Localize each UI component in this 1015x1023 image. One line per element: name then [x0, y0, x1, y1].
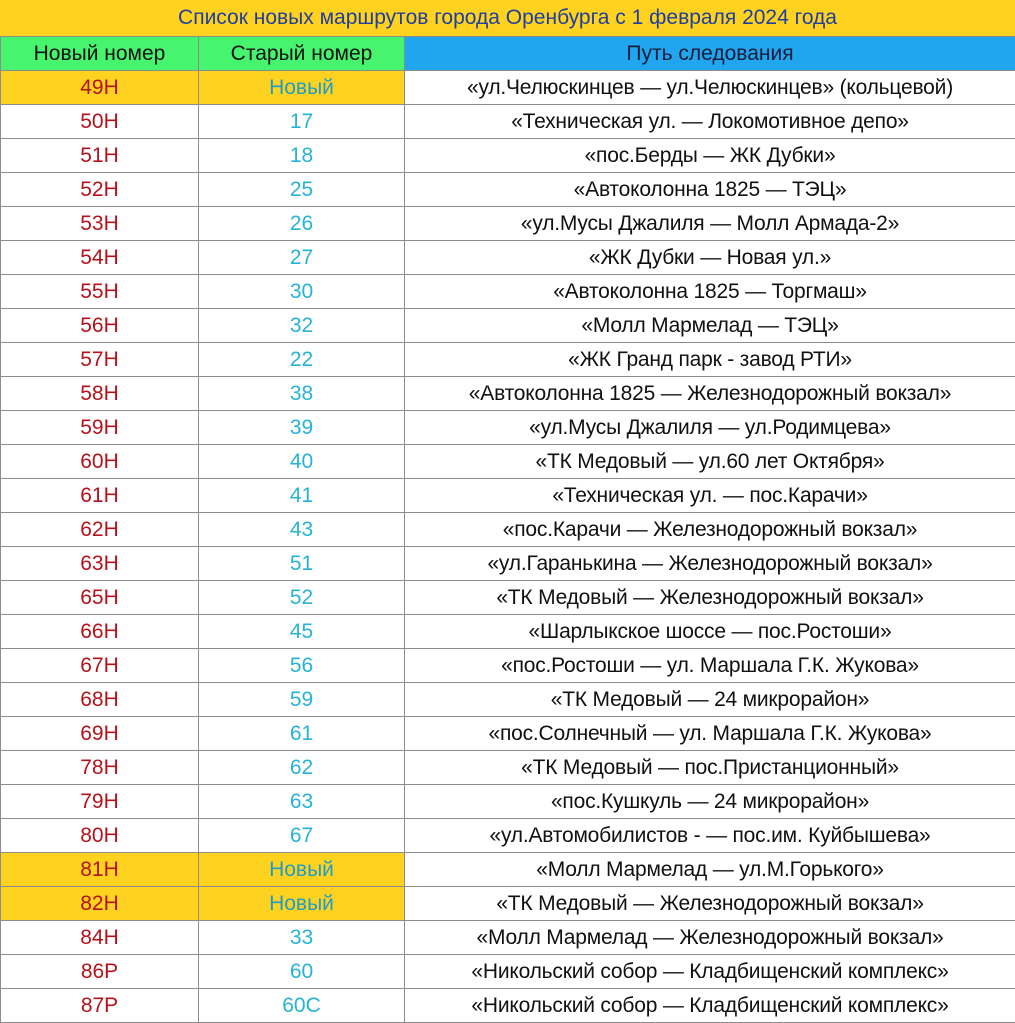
- new-number-cell: 49Н: [1, 71, 199, 105]
- header-row: [1, 37, 1015, 71]
- route-cell: «Техническая ул. — Локомотивное депо»: [405, 105, 1015, 139]
- old-number-cell: 32: [199, 309, 405, 343]
- table-row: [1, 751, 1015, 785]
- table-row: [1, 139, 1015, 173]
- table-row: [1, 445, 1015, 479]
- table-row: [1, 309, 1015, 343]
- new-number-cell: 81Н: [1, 853, 199, 887]
- table-row: [1, 683, 1015, 717]
- new-number-cell: 51Н: [1, 139, 199, 173]
- table-row: [1, 105, 1015, 139]
- route-cell: «Молл Мармелад — ТЭЦ»: [405, 309, 1015, 343]
- route-cell: «ул.Гаранькина — Железнодорожный вокзал»: [405, 547, 1015, 581]
- old-number-cell: 33: [199, 921, 405, 955]
- new-number-cell: 54Н: [1, 241, 199, 275]
- route-cell: «ул.Автомобилистов - — пос.им. Куйбышева»: [405, 819, 1015, 853]
- table-row: [1, 513, 1015, 547]
- old-number-cell: Новый: [199, 853, 405, 887]
- old-number-cell: 43: [199, 513, 405, 547]
- header-route: Путь следования: [405, 37, 1015, 71]
- table-row: [1, 989, 1015, 1023]
- route-cell: «ЖК Дубки — Новая ул.»: [405, 241, 1015, 275]
- route-cell: «Автоколонна 1825 — ТЭЦ»: [405, 173, 1015, 207]
- old-number-cell: 62: [199, 751, 405, 785]
- old-number-cell: 56: [199, 649, 405, 683]
- route-cell: «Никольский собор — Кладбищенский комплекс»: [405, 955, 1015, 989]
- old-number-cell: 51: [199, 547, 405, 581]
- table-row: [1, 819, 1015, 853]
- table-row: [1, 717, 1015, 751]
- route-cell: «Автоколонна 1825 — Железнодорожный вокзал»: [405, 377, 1015, 411]
- old-number-cell: Новый: [199, 887, 405, 921]
- new-number-cell: 55Н: [1, 275, 199, 309]
- old-number-cell: 17: [199, 105, 405, 139]
- new-number-cell: 80Н: [1, 819, 199, 853]
- old-number-cell: 18: [199, 139, 405, 173]
- table-row: [1, 377, 1015, 411]
- new-number-cell: 59Н: [1, 411, 199, 445]
- table-row: [1, 853, 1015, 887]
- route-cell: «пос.Ростоши — ул. Маршала Г.К. Жукова»: [405, 649, 1015, 683]
- old-number-cell: 45: [199, 615, 405, 649]
- old-number-cell: 40: [199, 445, 405, 479]
- old-number-cell: 63: [199, 785, 405, 819]
- new-number-cell: 52Н: [1, 173, 199, 207]
- route-cell: «ул.Мусы Джалиля — ул.Родимцева»: [405, 411, 1015, 445]
- new-number-cell: 87Р: [1, 989, 199, 1023]
- old-number-cell: 39: [199, 411, 405, 445]
- sheet-title: Список новых маршрутов города Оренбурга с 1 февраля 2024 года: [0, 0, 1015, 37]
- routes-table-body: [1, 71, 1015, 1023]
- table-row: [1, 547, 1015, 581]
- table-row: [1, 275, 1015, 309]
- new-number-cell: 67Н: [1, 649, 199, 683]
- old-number-cell: 26: [199, 207, 405, 241]
- old-number-cell: 25: [199, 173, 405, 207]
- route-cell: «ул.Мусы Джалиля — Молл Армада-2»: [405, 207, 1015, 241]
- new-number-cell: 68Н: [1, 683, 199, 717]
- route-cell: «пос.Карачи — Железнодорожный вокзал»: [405, 513, 1015, 547]
- table-row: [1, 71, 1015, 105]
- old-number-cell: 52: [199, 581, 405, 615]
- old-number-cell: 67: [199, 819, 405, 853]
- table-row: [1, 343, 1015, 377]
- old-number-cell: 60: [199, 955, 405, 989]
- table-row: [1, 241, 1015, 275]
- route-cell: «ТК Медовый — пос.Пристанционный»: [405, 751, 1015, 785]
- old-number-cell: 27: [199, 241, 405, 275]
- old-number-cell: 22: [199, 343, 405, 377]
- table-row: [1, 921, 1015, 955]
- new-number-cell: 69Н: [1, 717, 199, 751]
- table-row: [1, 785, 1015, 819]
- new-number-cell: 61Н: [1, 479, 199, 513]
- route-cell: «ТК Медовый — Железнодорожный вокзал»: [405, 887, 1015, 921]
- old-number-cell: 59: [199, 683, 405, 717]
- table-row: [1, 649, 1015, 683]
- route-cell: «ул.Челюскинцев — ул.Челюскинцев» (кольцевой): [405, 71, 1015, 105]
- new-number-cell: 79Н: [1, 785, 199, 819]
- old-number-cell: 60С: [199, 989, 405, 1023]
- table-row: [1, 615, 1015, 649]
- route-cell: «ТК Медовый — ул.60 лет Октября»: [405, 445, 1015, 479]
- route-cell: «пос.Солнечный — ул. Маршала Г.К. Жукова»: [405, 717, 1015, 751]
- new-number-cell: 84Н: [1, 921, 199, 955]
- new-number-cell: 60Н: [1, 445, 199, 479]
- new-number-cell: 56Н: [1, 309, 199, 343]
- new-number-cell: 65Н: [1, 581, 199, 615]
- header-new-number: Новый номер: [1, 37, 199, 71]
- route-cell: «ТК Медовый — 24 микрорайон»: [405, 683, 1015, 717]
- route-cell: «ТК Медовый — Железнодорожный вокзал»: [405, 581, 1015, 615]
- new-number-cell: 50Н: [1, 105, 199, 139]
- new-number-cell: 63Н: [1, 547, 199, 581]
- route-cell: «Никольский собор — Кладбищенский комплекс»: [405, 989, 1015, 1023]
- route-cell: «Автоколонна 1825 — Торгмаш»: [405, 275, 1015, 309]
- new-number-cell: 53Н: [1, 207, 199, 241]
- table-row: [1, 581, 1015, 615]
- new-number-cell: 86Р: [1, 955, 199, 989]
- table-row: [1, 207, 1015, 241]
- route-cell: «ЖК Гранд парк - завод РТИ»: [405, 343, 1015, 377]
- new-number-cell: 82Н: [1, 887, 199, 921]
- new-number-cell: 58Н: [1, 377, 199, 411]
- table-row: [1, 479, 1015, 513]
- header-old-number: Старый номер: [199, 37, 405, 71]
- table-row: [1, 173, 1015, 207]
- table-row: [1, 411, 1015, 445]
- route-cell: «Техническая ул. — пос.Карачи»: [405, 479, 1015, 513]
- route-cell: «Шарлыкское шоссе — пос.Ростоши»: [405, 615, 1015, 649]
- route-cell: «пос.Кушкуль — 24 микрорайон»: [405, 785, 1015, 819]
- new-number-cell: 66Н: [1, 615, 199, 649]
- old-number-cell: 38: [199, 377, 405, 411]
- old-number-cell: 61: [199, 717, 405, 751]
- old-number-cell: Новый: [199, 71, 405, 105]
- old-number-cell: 30: [199, 275, 405, 309]
- new-number-cell: 62Н: [1, 513, 199, 547]
- table-row: [1, 955, 1015, 989]
- route-cell: «Молл Мармелад — Железнодорожный вокзал»: [405, 921, 1015, 955]
- old-number-cell: 41: [199, 479, 405, 513]
- route-cell: «Молл Мармелад — ул.М.Горького»: [405, 853, 1015, 887]
- table-row: [1, 887, 1015, 921]
- new-number-cell: 78Н: [1, 751, 199, 785]
- routes-table: [0, 36, 1015, 1023]
- new-number-cell: 57Н: [1, 343, 199, 377]
- route-cell: «пос.Берды — ЖК Дубки»: [405, 139, 1015, 173]
